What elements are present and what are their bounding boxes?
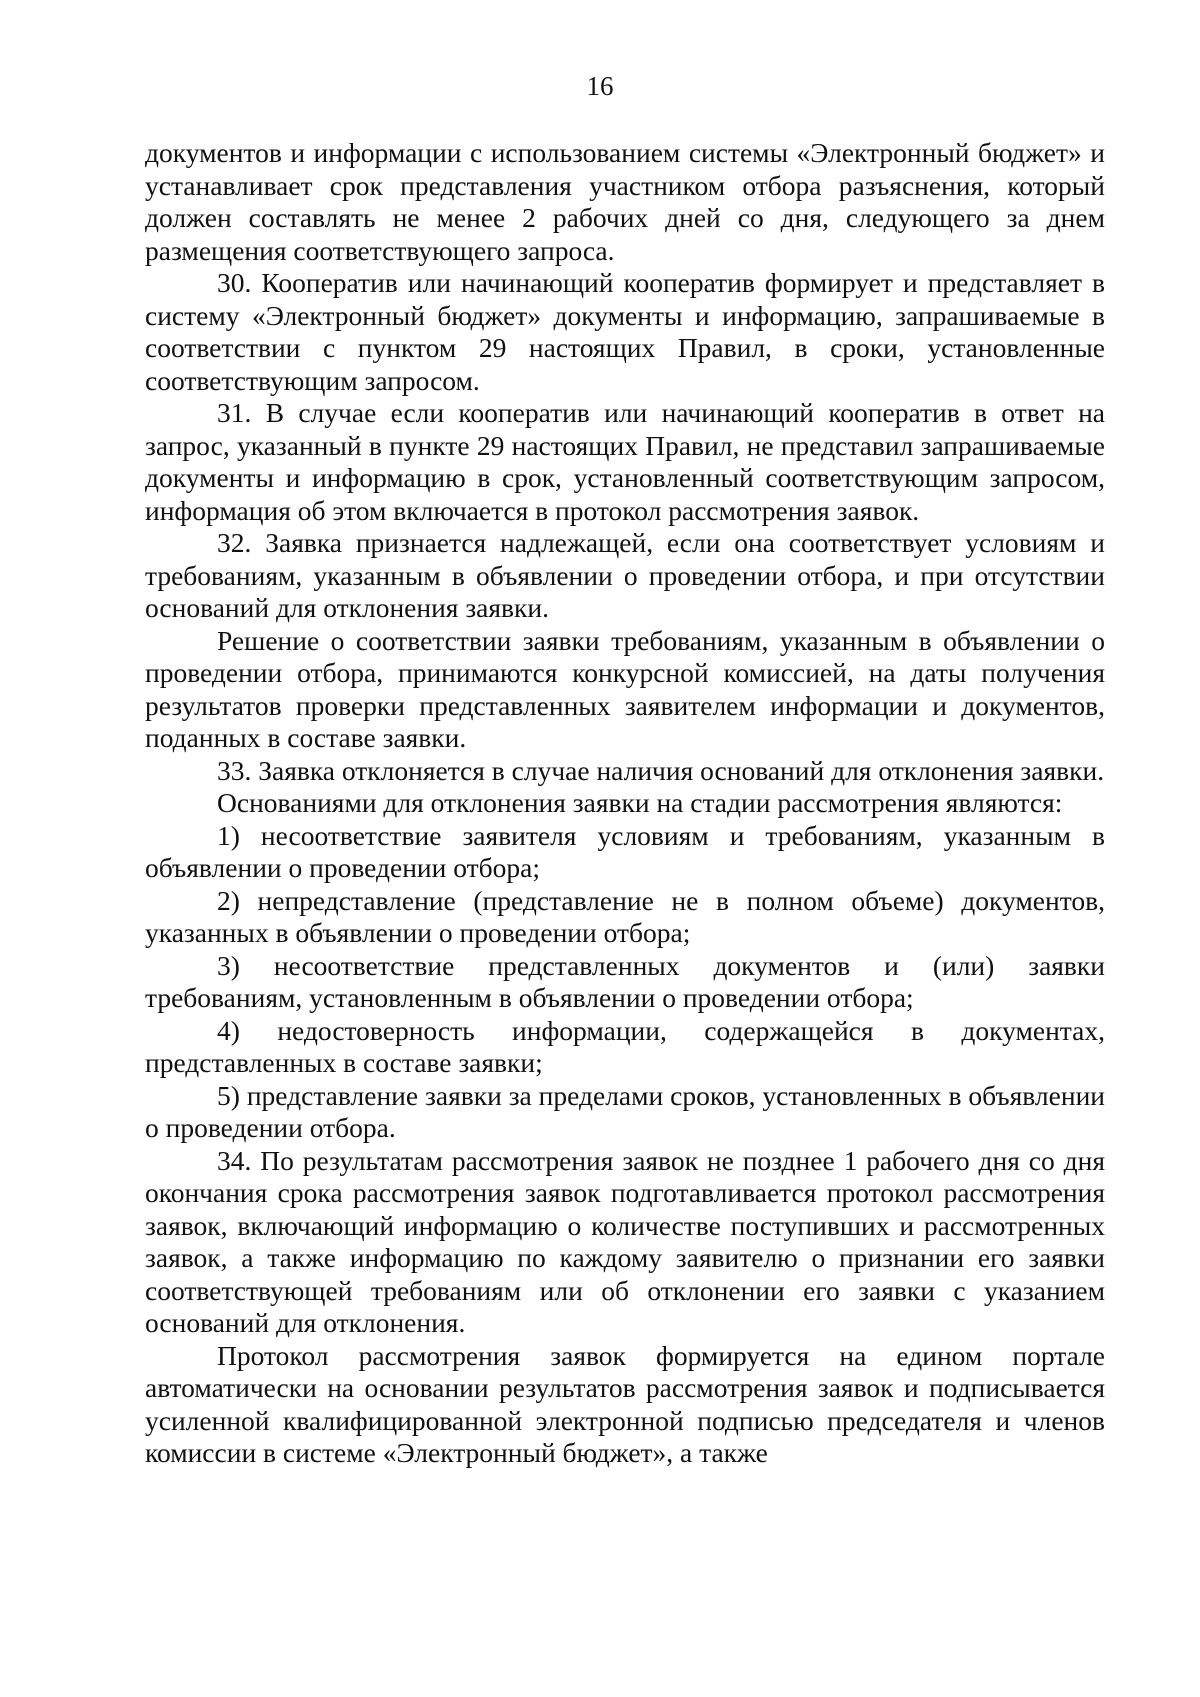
paragraph-grounds-intro: Основаниями для отклонения заявки на стадии рассмотрения являются:: [217, 787, 1063, 818]
paragraph-item-33: 33. Заявка отклоняется в случае наличия оснований для отклонения заявки.: [217, 754, 1105, 786]
document-body: [145, 137, 1105, 1470]
page-number: 16: [586, 71, 614, 101]
paragraph-continuation: документов и информации с использованием системы «Электронный бюджет» и устанавливает срок представления участником отбора разъяснения, который должен составлять не менее 2 рабочих дней со дня, следующего за днем размещения соответствующего запроса.: [145, 137, 1105, 266]
list-item-1: 1) несоответствие заявителя условиям и требованиям, указанным в объявлении о проведении отбора;: [145, 819, 1105, 883]
list-item-2: 2) непредставление (представление не в полном объеме) документов, указанных в объявлении о проведении отбора;: [145, 884, 1105, 948]
paragraph-item-31: 31. В случае если кооператив или начинающий кооператив в ответ на запрос, указанный в пункте 29 настоящих Правил, не представил запрашиваемые документы и информацию в срок, установленный соответствующим запросом, информация об этом включается в протокол рассмотрения заявок.: [145, 397, 1105, 526]
paragraph-item-32: 32. Заявка признается надлежащей, если она соответствует условиям и требованиям, указанным в объявлении о проведении отбора, и при отсутствии оснований для отклонения заявки.: [145, 527, 1105, 623]
list-item-5: 5) представление заявки за пределами сроков, установленных в объявлении о проведении отбора.: [145, 1079, 1105, 1143]
list-item-3: 3) несоответствие представленных документов и (или) заявки требованиям, установленным в объявлении о проведении отбора;: [145, 949, 1105, 1013]
paragraph-item-30: 30. Кооператив или начинающий кооператив формирует и представляет в систему «Электронный бюджет» документы и информацию, запрашиваемые в соответствии с пунктом 29 настоящих Правил, в сроки, установленные соответствующим запросом.: [145, 267, 1105, 396]
paragraph-item-34: 34. По результатам рассмотрения заявок не позднее 1 рабочего дня со дня окончания срока рассмотрения заявок подготавливается протокол рассмотрения заявок, включающий информацию о количестве поступивших и рассмотренных заявок, а также информацию по каждому заявителю о признании его заявки соответствующей требованиям или об отклонении его заявки с указанием оснований для отклонения.: [145, 1144, 1105, 1338]
paragraph-protocol: Протокол рассмотрения заявок формируется на едином портале автоматически на основании результатов рассмотрения заявок и подписывается усиленной квалифицированной электронной подписью председателя и членов комиссии в системе «Электронный бюджет», а также: [145, 1339, 1105, 1468]
list-item-4: 4) недостоверность информации, содержащейся в документах, представленных в составе заявки;: [145, 1014, 1105, 1078]
paragraph-decision: Решение о соответствии заявки требованиям, указанным в объявлении о проведении отбора, принимаются конкурсной комиссией, на даты получения результатов проверки представленных заявителем информации и документов, поданных в составе заявки.: [145, 624, 1105, 753]
